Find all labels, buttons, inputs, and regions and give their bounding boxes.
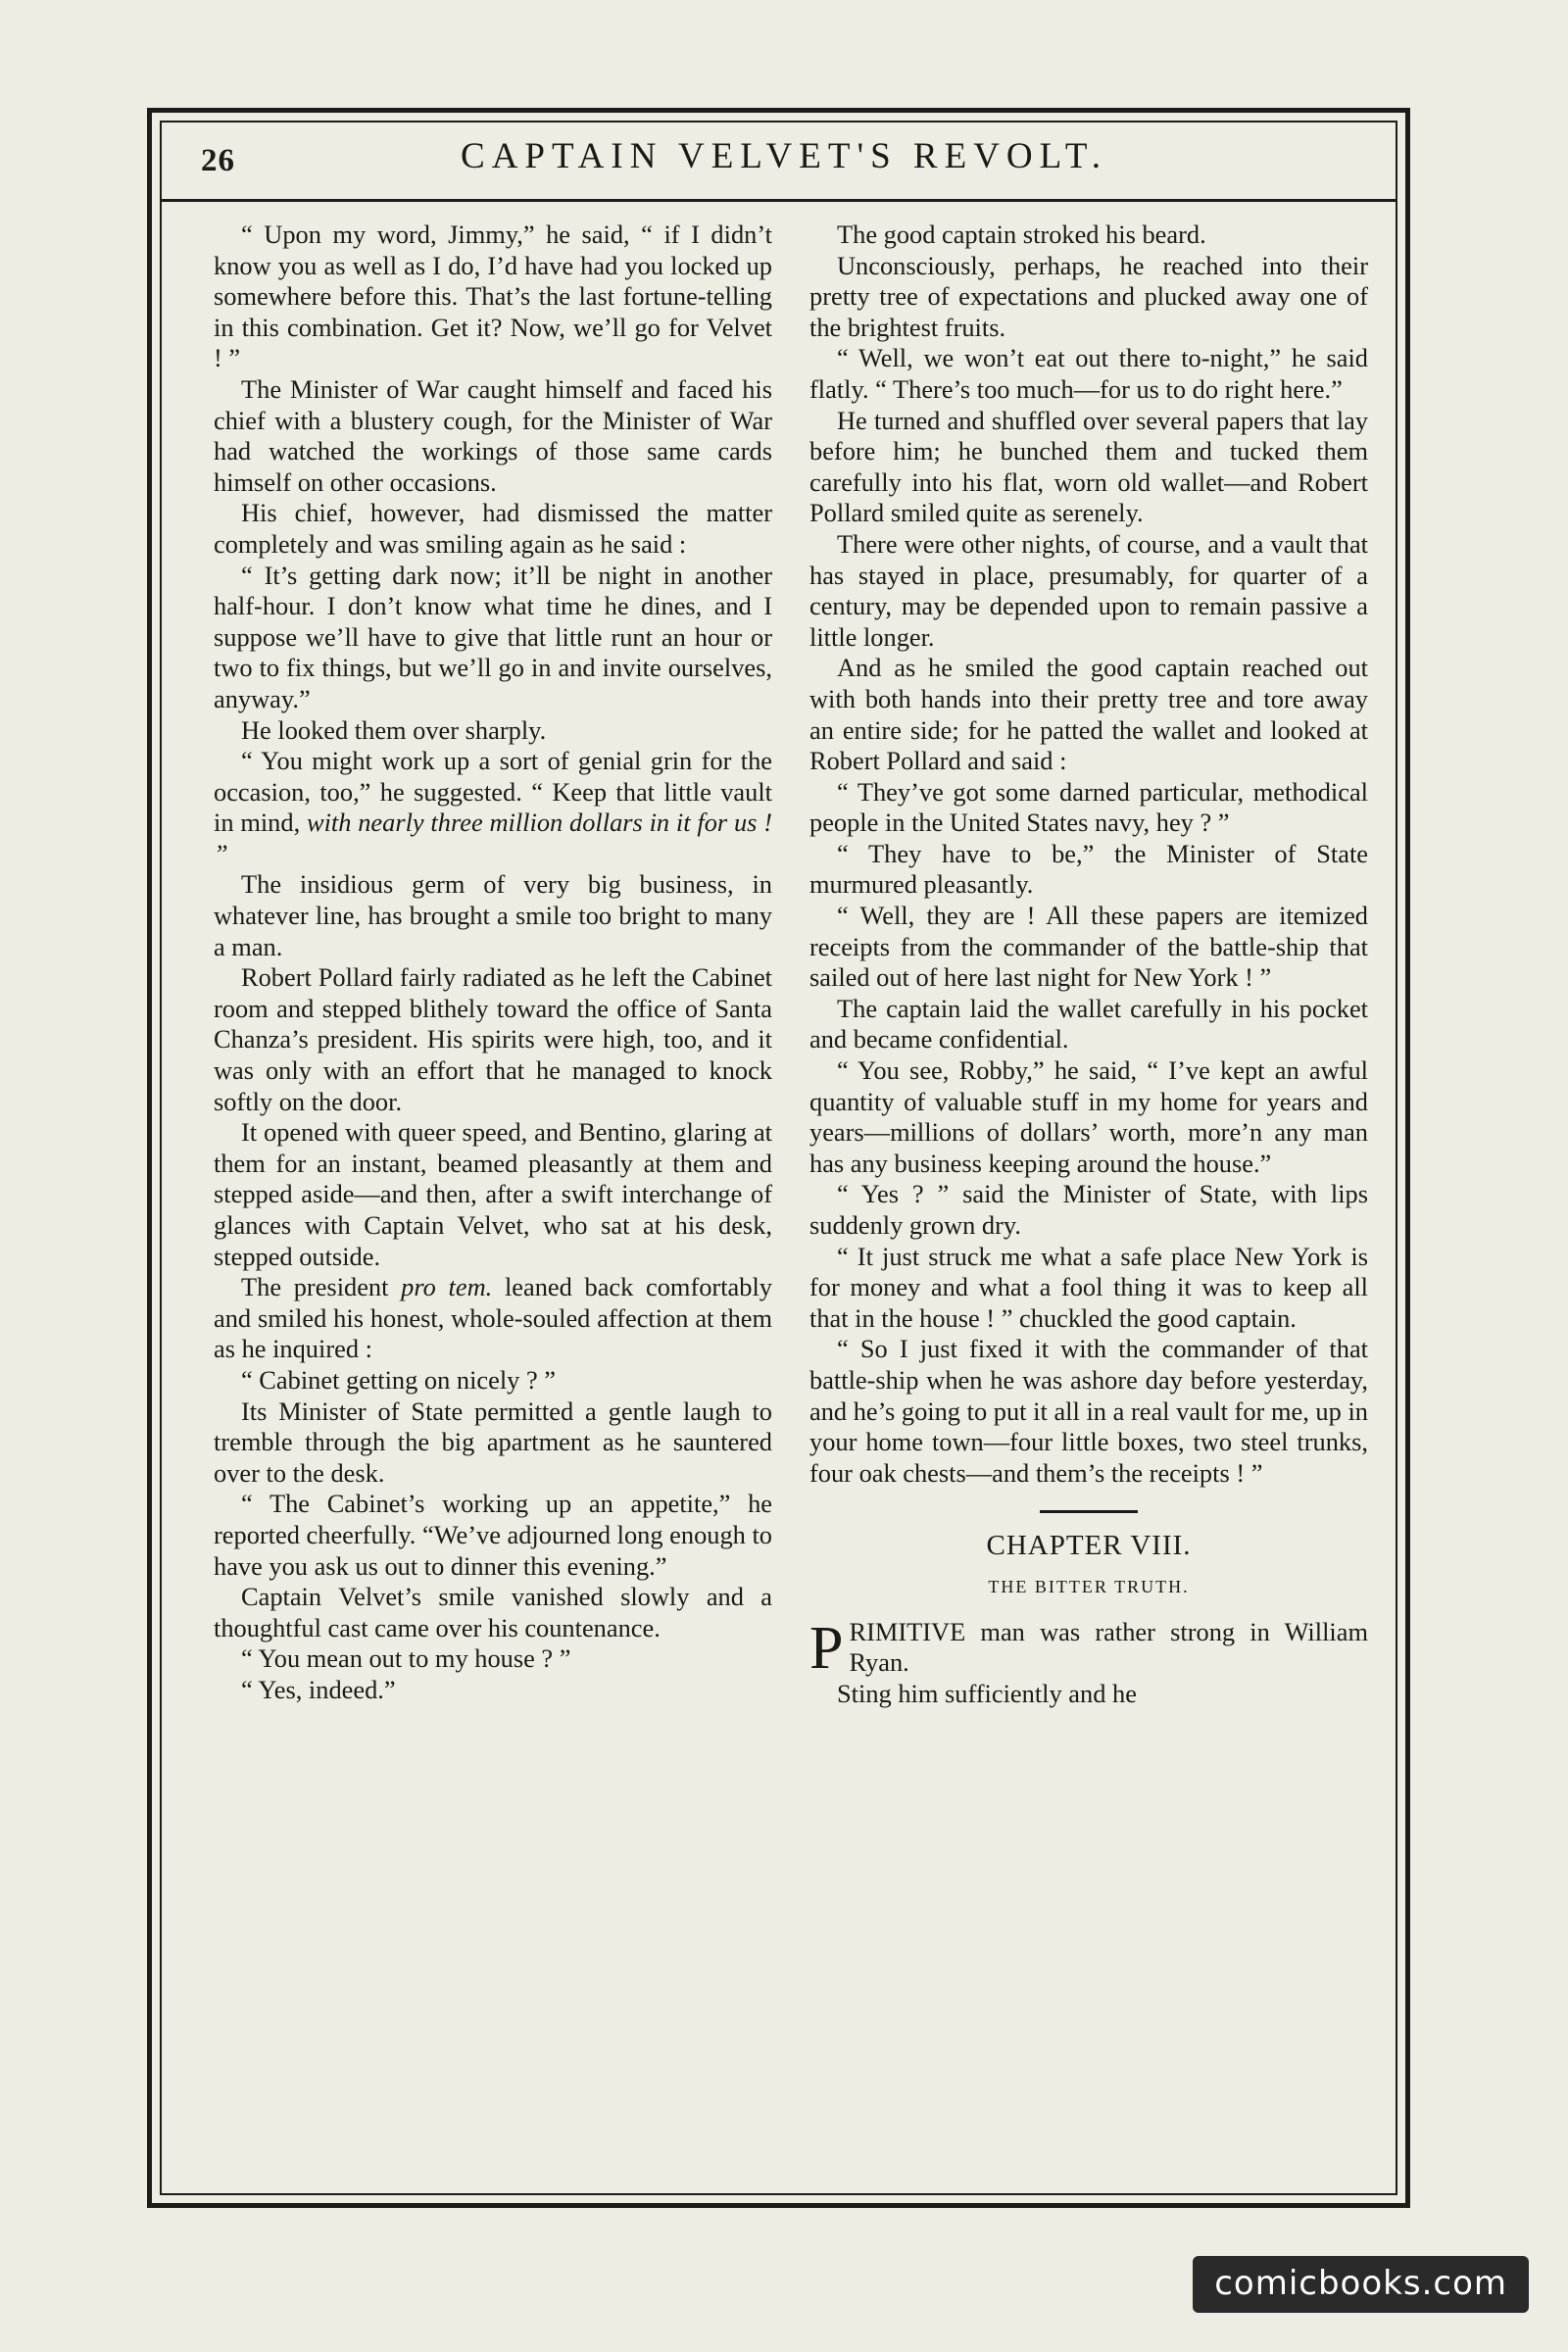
watermark-logo: comicbooks.com — [1193, 2256, 1529, 2313]
paragraph: The captain laid the wallet carefully in his pocket and became confidential. — [809, 993, 1368, 1054]
paragraph: His chief, however, had dismissed the matter completely and was smiling again as he said : — [214, 498, 772, 559]
paragraph: He turned and shuffled over several papers that lay before him; he bunched them and tucked them carefully into his flat, worn old wallet—and Robert Pollard smiled quite as serenely. — [809, 405, 1368, 528]
paragraph: Unconsciously, perhaps, he reached into their pretty tree of expectations and plucked away one of the brightest fruits. — [809, 250, 1368, 342]
paragraph: “ It just struck me what a safe place New York is for money and what a fool thing it was to keep all that in the house ! ” chuckled the good captain. — [809, 1241, 1368, 1333]
paragraph: “ Well, they are ! All these papers are itemized receipts from the commander of the battle-ship that sailed out of here last night for New York ! ” — [809, 901, 1368, 993]
italic-text: pro tem. — [401, 1272, 493, 1302]
paragraph: Sting him sufficiently and he — [837, 1678, 1137, 1708]
paragraph: Its Minister of State permitted a gentle laugh to tremble through the big apartment as he sauntered over to the desk. — [214, 1396, 772, 1488]
paragraph: He looked them over sharply. — [241, 714, 547, 745]
paragraph-text: RIMITIVE man was rather strong in William Ryan. — [849, 1616, 1368, 1678]
paragraph — [214, 1272, 772, 1365]
right-column — [809, 220, 1368, 2170]
paragraph: “ Upon my word, Jimmy,” he said, “ if I didn’t know you as well as I do, I’d have had you locked up somewhere before this. That’s the last fortune-telling in this combination. Get it? Now, we’ll go for Velvet ! ” — [214, 220, 772, 373]
paragraph: “ So I just fixed it with the commander of that battle-ship when he was ashore day before yesterday, and he’s going to put it all in a real vault for me, up in your home town—four little boxes, two steel trunks, four oak chests—and them’s the receipts ! ” — [809, 1334, 1368, 1488]
paragraph: Robert Pollard fairly radiated as he left the Cabinet room and stepped blithely toward the office of Santa Chanza’s president. His spirits were high, too, and it was only with an effort that he managed to knock softly on the door. — [214, 962, 772, 1116]
running-title: CAPTAIN VELVET'S REVOLT. — [461, 136, 1107, 176]
paragraph: “ It’s getting dark now; it’ll be night in another half-hour. I don’t know what time he dines, and I suppose we’ll have to give that little runt an hour or two to fix things, but we’ll go in and invite ourselves, anyway.” — [214, 560, 772, 713]
paragraph: The good captain stroked his beard. — [837, 220, 1206, 249]
paragraph-text: The president — [241, 1272, 389, 1302]
drop-cap: P — [809, 1614, 844, 1682]
paragraph: “ Yes ? ” said the Minister of State, with lips suddenly grown dry. — [809, 1179, 1368, 1240]
page-number: 26 — [201, 143, 235, 178]
paragraph-text: “ You might work up a sort of genial grin for the occasion, too,” he suggested. “ Keep that little vault in mind, — [214, 746, 772, 838]
paragraph: “ Yes, indeed.” — [241, 1674, 396, 1704]
paragraph: The Minister of War caught himself and faced his chief with a blustery cough, for the Minister of War had watched the workings of those same cards himself on other occasions. — [214, 373, 772, 497]
paragraph: There were other nights, of course, and a vault that has stayed in place, presumably, for quarter of a century, may be depended upon to remain passive a little longer. — [809, 528, 1368, 652]
paragraph: It opened with queer speed, and Bentino, glaring at them for an instant, beamed pleasantly at them and stepped aside—and then, after a swift interchange of glances with Captain Velvet, who sat at his desk, stepped outside. — [214, 1117, 772, 1271]
paragraph: “ Well, we won’t eat out there to-night,” he said flatly. “ There’s too much—for us to do right here.” — [809, 343, 1368, 404]
paragraph: “ They’ve got some darned particular, methodical people in the United States navy, hey ? ” — [809, 776, 1368, 838]
paragraph: “ They have to be,” the Minister of State murmured pleasantly. — [809, 838, 1368, 900]
paragraph: And as he smiled the good captain reached out with both hands into their pretty tree and tore away an entire side; for he patted the wallet and looked at Robert Pollard and said : — [809, 653, 1368, 776]
paragraph: “ You see, Robby,” he said, “ I’ve kept an awful quantity of valuable stuff in my home for years and years—millions of dollars’ worth, more’n any man has any business keeping around the house.” — [809, 1055, 1368, 1178]
paragraph — [214, 746, 772, 869]
chapter-subtitle: THE BITTER TRUTH. — [988, 1576, 1190, 1596]
paragraph: Captain Velvet’s smile vanished slowly and a thoughtful cast came over his countenance. — [214, 1582, 772, 1642]
chapter-heading: CHAPTER VIII. — [986, 1530, 1192, 1562]
paragraph: “ The Cabinet’s working up an appetite,” he reported cheerfully. “We’ve adjourned long enough to have you ask us out to dinner this evening.” — [214, 1489, 772, 1581]
italic-text: with nearly three million dollars in it for us ! ” — [214, 808, 772, 868]
paragraph: “ Cabinet getting on nicely ? ” — [241, 1364, 556, 1395]
left-column — [214, 220, 772, 2170]
paragraph — [809, 1614, 1368, 1682]
paragraph: The insidious germ of very big business, in whatever line, has brought a smile too bright to many a man. — [214, 869, 772, 961]
header-rule — [160, 199, 1397, 202]
paragraph-text: leaned back comfortably and smiled his honest, whole-souled affection at them as he inquired : — [214, 1272, 772, 1364]
chapter-divider — [1040, 1510, 1138, 1513]
paragraph: “ You mean out to my house ? ” — [241, 1643, 571, 1674]
